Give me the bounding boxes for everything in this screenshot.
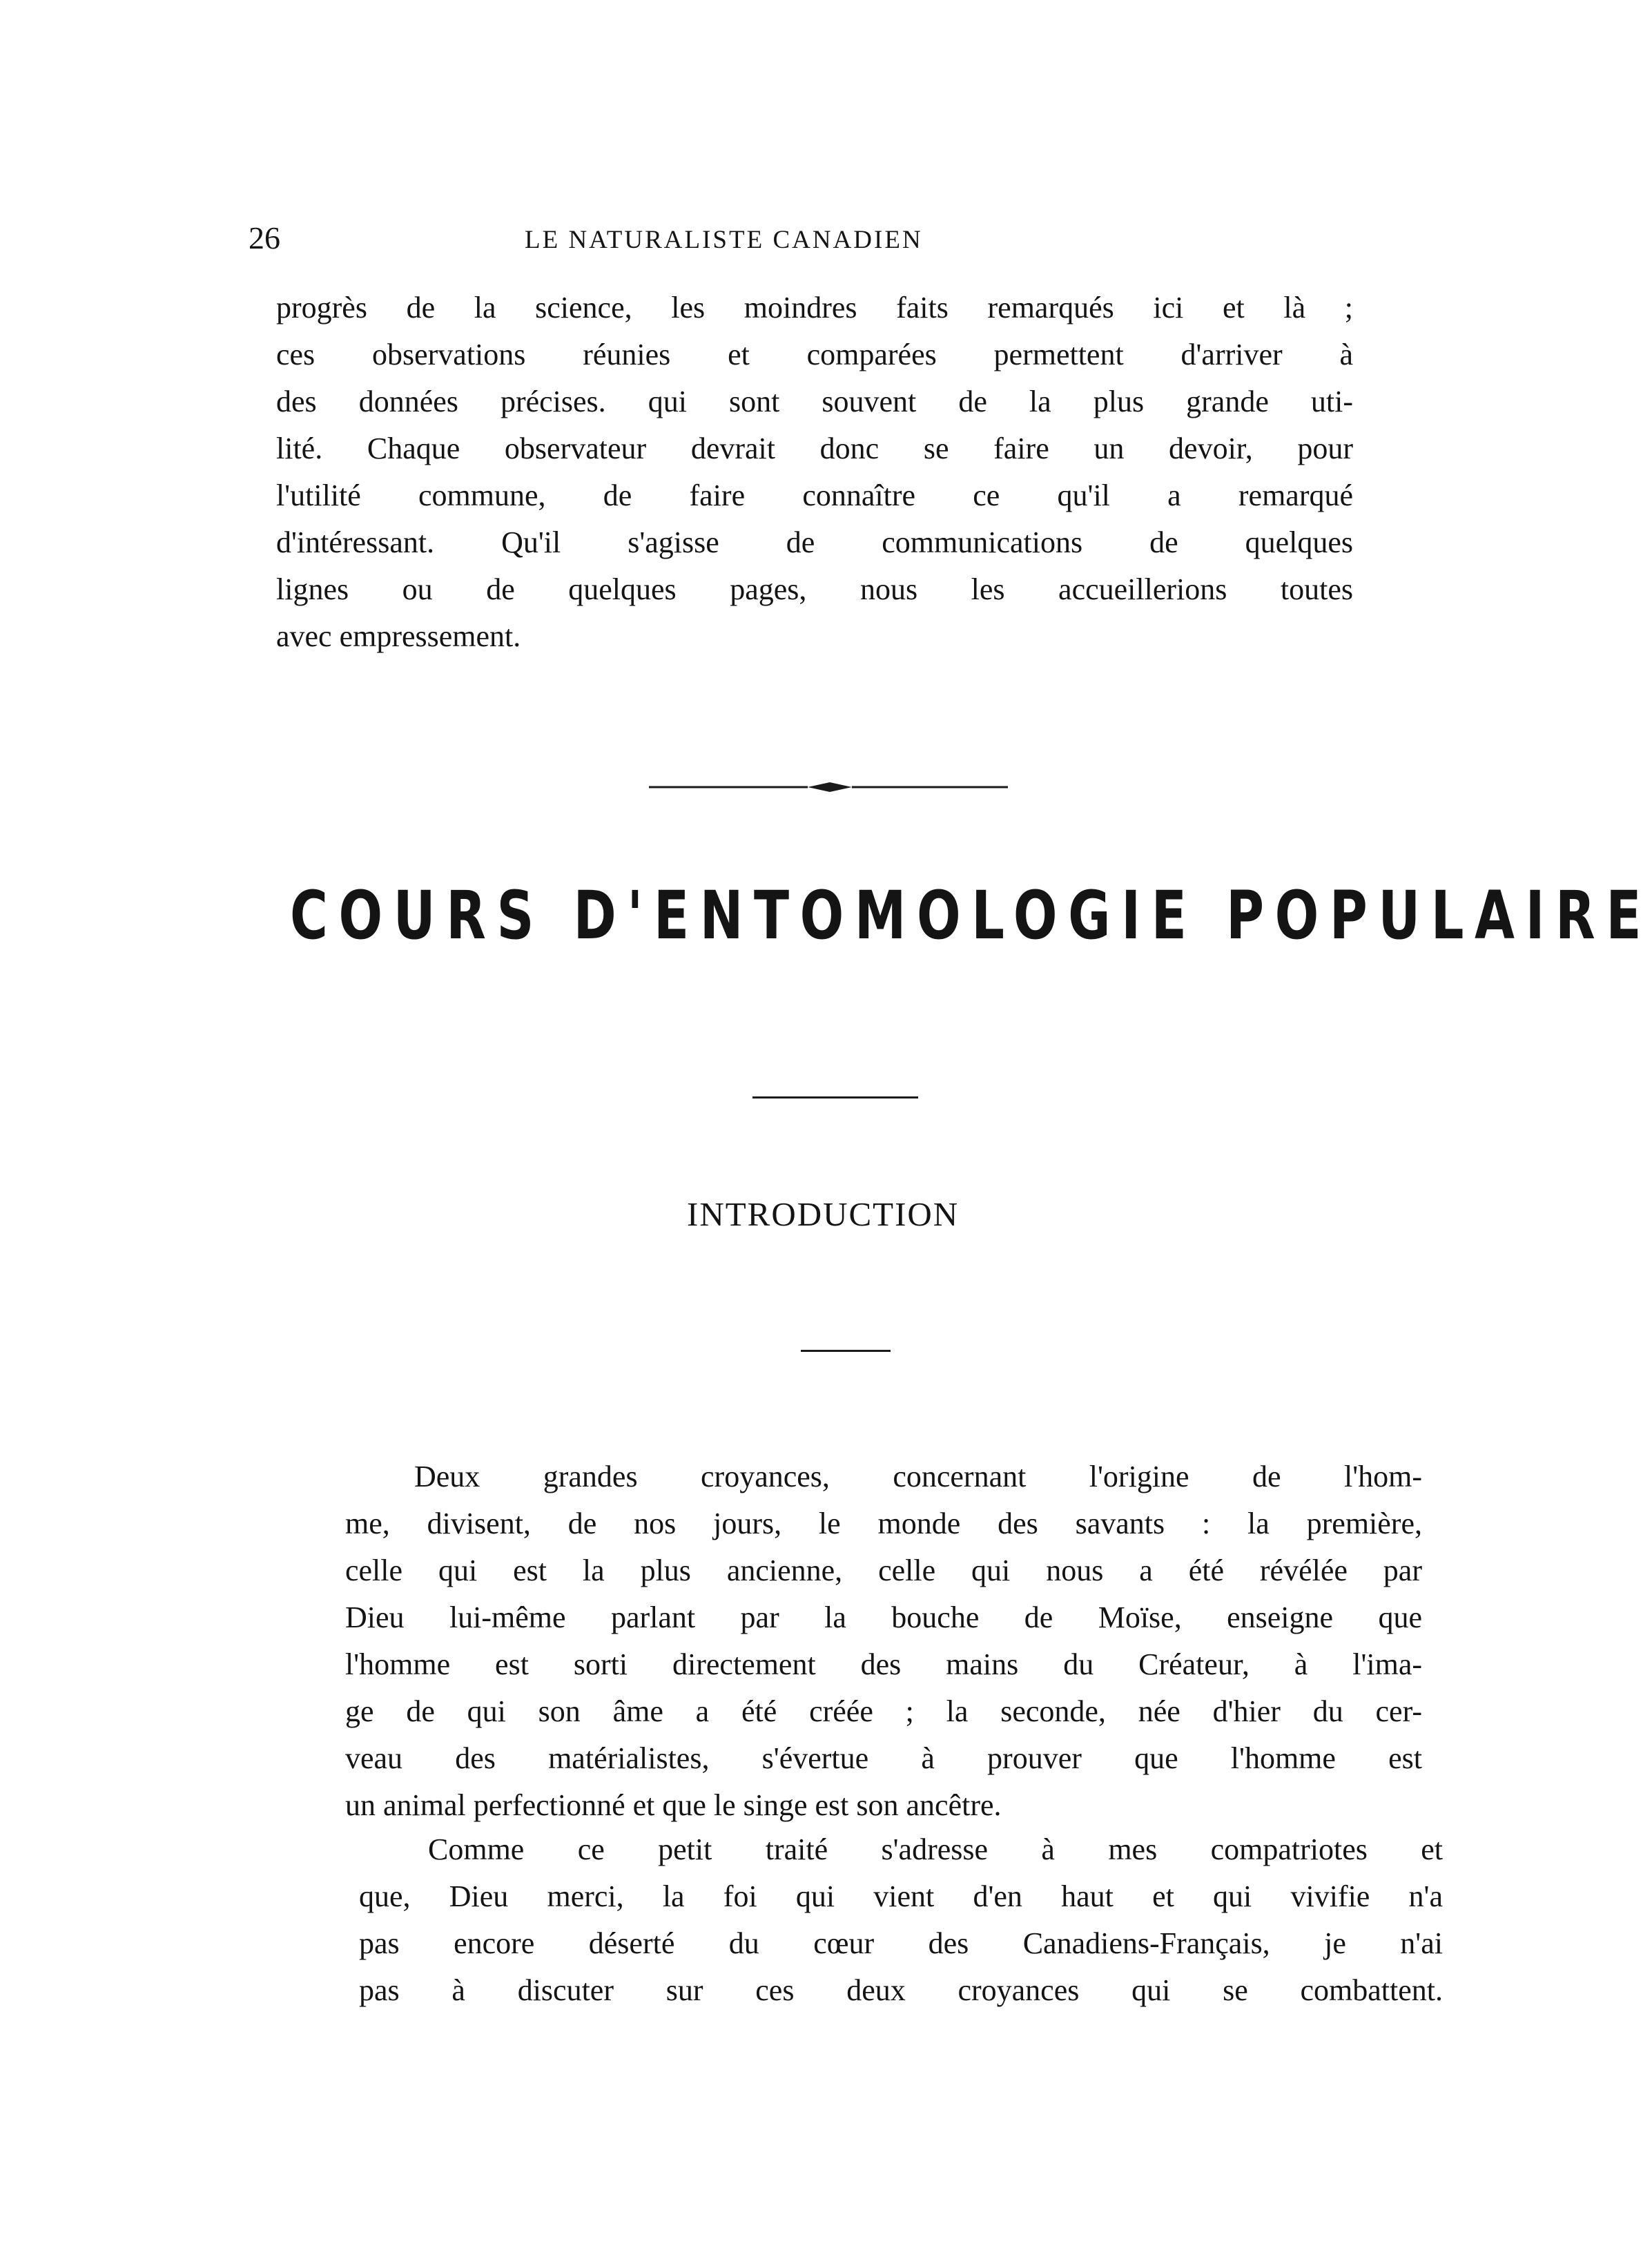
- text-line: que, Dieu merci, la foi qui vient d'en haut et qui vivifie n'a: [359, 1879, 1443, 1913]
- text-line: ge de qui son âme a été créée ; la seconde, née d'hier du cer-: [345, 1694, 1422, 1728]
- article-title: COURS D'ENTOMOLOGIE POPULAIRE: [290, 877, 1652, 954]
- intro-paragraph: [359, 1826, 1443, 2014]
- text-line: progrès de la science, les moindres faits remarqués ici et là ;: [276, 291, 1353, 325]
- text-line: lité. Chaque observateur devrait donc se faire un devoir, pour: [276, 432, 1353, 465]
- text-line: veau des matérialistes, s'évertue à prouver que l'homme est: [345, 1741, 1422, 1775]
- text-line: pas à discuter sur ces deux croyances qui se combattent.: [359, 1973, 1443, 2007]
- text-line: des données précises. qui sont souvent de la plus grande uti-: [276, 385, 1353, 418]
- text-line: d'intéressant. Qu'il s'agisse de communications de quelques: [276, 525, 1353, 559]
- continued-paragraph: [276, 284, 1353, 660]
- text-line: Comme ce petit traité s'adresse à mes compatriotes et: [428, 1832, 1443, 1866]
- text-line: un animal perfectionné et que le singe est son ancêtre.: [345, 1788, 1002, 1822]
- text-line: me, divisent, de nos jours, le monde des savants : la première,: [345, 1507, 1422, 1540]
- text-line: Dieu lui-même parlant par la bouche de Moïse, enseigne que: [345, 1600, 1422, 1634]
- section-heading: INTRODUCTION: [687, 1195, 960, 1233]
- text-line: avec empressement.: [276, 619, 521, 653]
- text-line: celle qui est la plus ancienne, celle qui nous a été révélée par: [345, 1554, 1422, 1587]
- text-line: pas encore déserté du cœur des Canadiens-Français, je n'ai: [359, 1926, 1443, 1960]
- ornament-divider: [649, 780, 1008, 794]
- text-line: lignes ou de quelques pages, nous les accueillerions toutes: [276, 572, 1353, 606]
- divider-rule: [801, 1350, 891, 1352]
- divider-rule: [752, 1096, 918, 1099]
- page-number: 26: [249, 220, 280, 255]
- intro-paragraph: [345, 1453, 1422, 1829]
- text-line: Deux grandes croyances, concernant l'origine de l'hom-: [414, 1460, 1422, 1493]
- text-line: ces observations réunies et comparées permettent d'arriver à: [276, 338, 1353, 371]
- text-line: l'homme est sorti directement des mains du Créateur, à l'ima-: [345, 1647, 1422, 1681]
- text-line: l'utilité commune, de faire connaître ce qu'il a remarqué: [276, 478, 1353, 512]
- running-title: LE NATURALISTE CANADIEN: [525, 226, 923, 254]
